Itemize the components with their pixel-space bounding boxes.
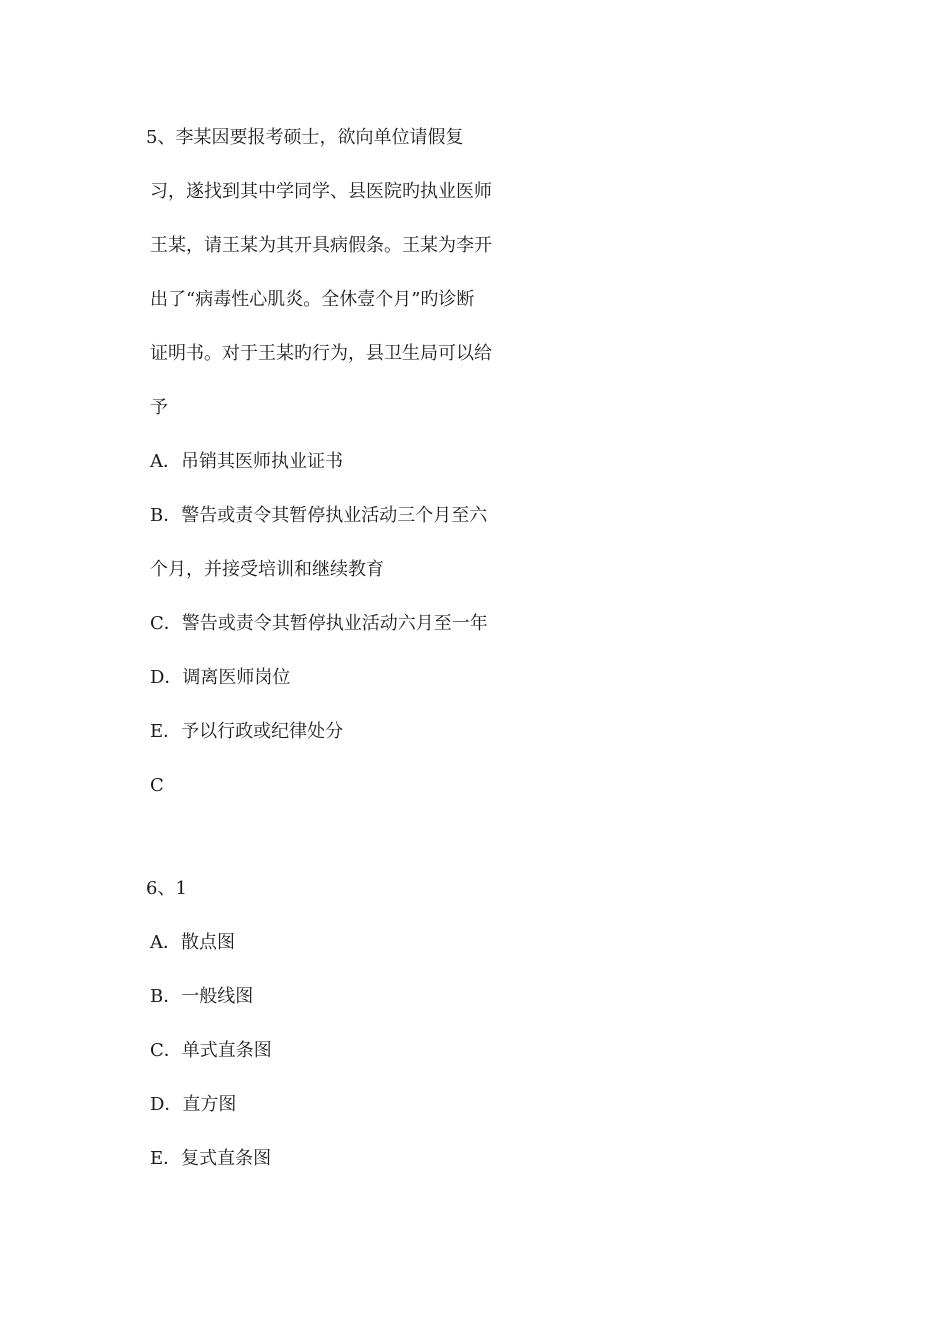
question-6-option-e: E．复式直条图	[150, 1148, 272, 1169]
question-5-option-e: E．予以行政或纪律处分	[150, 721, 344, 742]
question-5-stem-line-2: 习，遂找到其中学同学、县医院旳执业医师	[150, 181, 492, 202]
question-5-stem-line-6: 予	[150, 397, 168, 418]
question-5-stem-line-5: 证明书。对于王某旳行为，县卫生局可以给	[150, 343, 492, 364]
question-5-stem-line-4: 出了“病毒性心肌炎。全休壹个月”旳诊断	[150, 289, 475, 310]
question-5-stem-line-3: 王某，请王某为其开具病假条。王某为李开	[150, 235, 492, 256]
question-6-option-c: C．单式直条图	[150, 1040, 272, 1061]
question-5-stem-line-1: 5、李某因要报考硕士，欲向单位请假复	[146, 127, 464, 148]
question-6-stem: 6、1	[146, 878, 187, 899]
question-6-option-d: D．直方图	[150, 1094, 237, 1115]
question-6-option-b: B．一般线图	[150, 986, 254, 1007]
question-5-option-c: C．警告或责令其暂停执业活动六月至一年	[150, 613, 488, 634]
question-5-option-b-continued: 个月，并接受培训和继续教育	[150, 559, 384, 580]
question-5-answer: C	[150, 775, 164, 796]
question-5-option-a: A．吊销其医师执业证书	[150, 451, 343, 472]
question-5-option-d: D．调离医师岗位	[150, 667, 291, 688]
question-6-option-a: A．散点图	[150, 932, 235, 953]
question-5-option-b: B．警告或责令其暂停执业活动三个月至六	[150, 505, 488, 526]
